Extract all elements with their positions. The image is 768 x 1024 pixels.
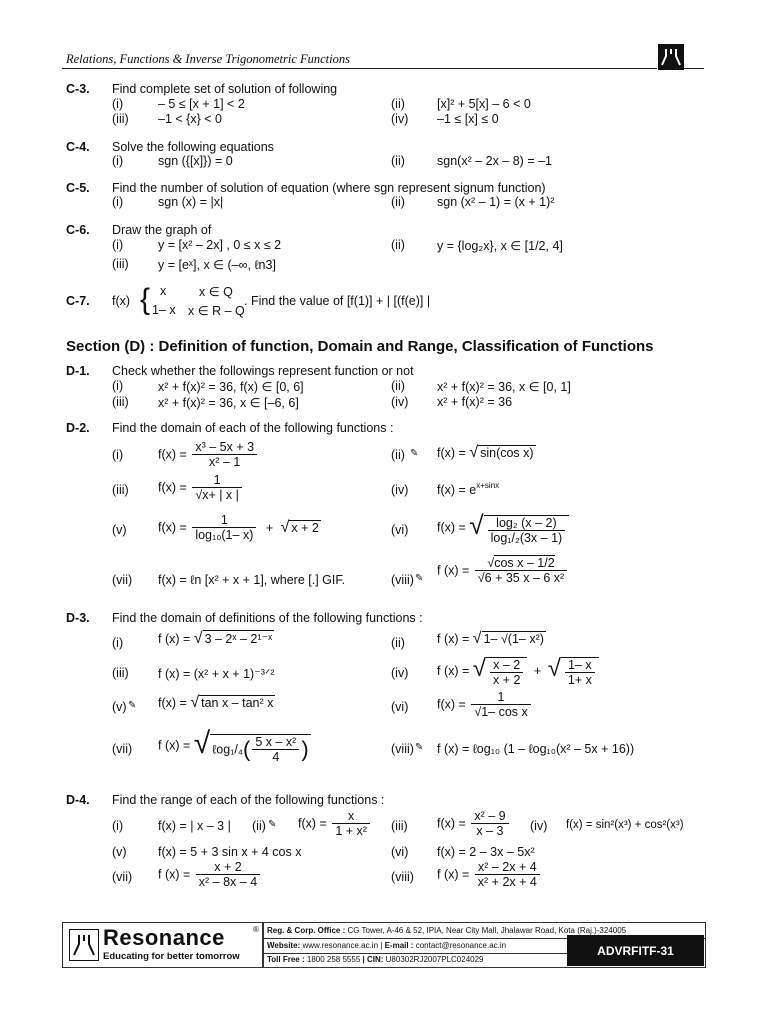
- expression: –1 < {x} < 0: [158, 112, 222, 126]
- website-link[interactable]: www.resonance.ac.in |: [302, 941, 383, 950]
- formula: [437, 556, 569, 585]
- q-label: D-1.: [66, 364, 90, 378]
- fx-prefix: f(x) =: [158, 696, 187, 710]
- brace: {: [140, 283, 151, 316]
- sqrt: [473, 630, 546, 648]
- fx-prefix: f (x) =: [158, 632, 191, 646]
- radical-sign-icon: √: [193, 727, 211, 760]
- radicand: [484, 515, 570, 545]
- part-label: (ii): [391, 195, 405, 209]
- radicand: sin(cos x): [480, 446, 534, 460]
- q-text: Find complete set of solution of following: [112, 82, 338, 96]
- denominator: x² – 8x – 4: [198, 875, 258, 889]
- sqrt: [281, 519, 321, 537]
- numerator: x³ – 5x + 3: [192, 440, 257, 455]
- cin-label: | CIN:: [362, 955, 384, 964]
- fx-prefix: f(x) =: [158, 520, 187, 535]
- q-label: C-7.: [66, 294, 90, 308]
- numerator: x: [332, 809, 370, 824]
- q-label: D-3.: [66, 611, 90, 625]
- part-label: (ii): [391, 636, 405, 650]
- pencil-icon: ✎: [128, 700, 137, 711]
- email-link[interactable]: contact@resonance.ac.in: [415, 941, 507, 950]
- q-label: C-4.: [66, 140, 90, 154]
- q-text: Check whether the followings represent function or not: [112, 364, 414, 378]
- denominator: 4: [272, 750, 280, 765]
- expression: x² + f(x)² = 36, x ∈ [–6, 6]: [158, 396, 299, 410]
- website-label: Website:: [267, 941, 301, 950]
- fx-prefix: f(x) =: [158, 447, 187, 462]
- fx-prefix: f(x) =: [437, 816, 466, 831]
- radicand: 3 – 2ˣ – 2¹⁻ˣ: [204, 632, 273, 646]
- sqrt: [469, 510, 569, 545]
- expression: f(x) = | x – 3 |: [158, 819, 231, 833]
- radical-sign-icon: √: [472, 655, 486, 682]
- expression: f(x) = ℓn [x² + x + 1], where [.] GIF.: [158, 573, 346, 587]
- formula: [437, 483, 499, 497]
- q-label: C-5.: [66, 181, 90, 195]
- brand-tagline: Educating for better tomorrow: [103, 951, 240, 962]
- formula: [437, 809, 511, 838]
- registered-mark: ®: [253, 925, 259, 934]
- formula: [437, 655, 599, 687]
- numerator: √cos x – 1/2: [475, 556, 567, 571]
- expression: f(x) = sin²(x³) + cos²(x³): [566, 819, 684, 831]
- fx-prefix: f (x) =: [158, 867, 191, 882]
- part-label: (vii): [112, 742, 133, 756]
- resonance-emblem-icon: [69, 929, 99, 961]
- pencil-icon: ✎: [268, 819, 277, 830]
- q-text: Find the domain of each of the following functions :: [112, 421, 394, 435]
- numerator: x² – 9: [471, 809, 508, 824]
- radicand: x + 2: [291, 520, 319, 535]
- part-label: (iii): [112, 395, 129, 409]
- radical-sign-icon: √: [547, 655, 561, 682]
- denominator: 1+ x: [567, 673, 592, 688]
- fraction: [192, 440, 257, 469]
- case-2-expr: 1– x: [152, 303, 176, 317]
- fx-prefix: f (x) =: [437, 664, 470, 679]
- expression: f(x) = 5 + 3 sin x + 4 cos x: [158, 845, 302, 859]
- toll-free-label: Toll Free :: [267, 955, 305, 964]
- part-label: (i): [112, 238, 124, 252]
- fx-prefix: f(x) =: [158, 480, 187, 495]
- part-label: (ii): [391, 379, 405, 393]
- fraction: [490, 658, 523, 687]
- formula: [437, 510, 569, 545]
- fraction: [475, 860, 540, 889]
- denominator: √x+ | x |: [195, 488, 239, 502]
- numerator: 5 x – x²: [252, 735, 299, 750]
- expression: x² + f(x)² = 36, f(x) ∈ [0, 6]: [158, 380, 304, 394]
- part-label: (viii): [391, 742, 414, 756]
- q-label: D-4.: [66, 793, 90, 807]
- formula: [437, 630, 546, 648]
- part-label: (vi): [391, 700, 409, 714]
- q-text: Solve the following equations: [112, 140, 274, 154]
- fraction: [488, 516, 566, 545]
- radicand: tan x – tan² x: [201, 696, 274, 710]
- fraction: [565, 658, 595, 687]
- paren-close: ): [301, 736, 309, 762]
- expression: sgn (x² – 1) = (x + 1)²: [437, 195, 555, 209]
- q-text: Find the domain of definitions of the following functions :: [112, 611, 423, 625]
- expression: x² + f(x)² = 36, x ∈ [0, 1]: [437, 380, 571, 394]
- numerator: 1– x: [565, 658, 595, 673]
- denominator: 1 + x²: [335, 824, 367, 838]
- radical-sign-icon: √: [280, 518, 290, 536]
- footer-logo-box: [62, 922, 264, 968]
- radicand: x+ | x |: [202, 488, 239, 502]
- fx-prefix: f (x) =: [437, 867, 470, 882]
- section-title: Section (D) : Definition of function, Domain and Range, Classification of Functions: [66, 338, 654, 355]
- expression: y = {log₂x}, x ∈ [1/2, 4]: [437, 239, 563, 253]
- exponent: x+sinx: [476, 481, 500, 490]
- part-label: (i): [112, 195, 124, 209]
- fx-prefix: f(x) =: [298, 816, 327, 831]
- radicand: [486, 657, 527, 687]
- toll-free-number: 1800 258 5555: [306, 955, 361, 964]
- website-line: [267, 941, 506, 950]
- denominator: √1– cos x: [474, 705, 528, 719]
- fraction: [471, 690, 530, 719]
- reg-office-text: CG Tower, A-46 & 52, IPIA, Near City Mall, Jhalawar Road, Kota (Raj.)-324005: [347, 926, 627, 935]
- part-label: (i): [112, 154, 124, 168]
- sqrt: [194, 727, 311, 764]
- radicand: [210, 734, 310, 764]
- formula: [158, 513, 321, 542]
- formula: [158, 473, 244, 502]
- fraction: [332, 809, 370, 838]
- expression: x² + f(x)² = 36: [437, 395, 513, 409]
- expression: f(x): [112, 294, 131, 308]
- fraction: [252, 735, 299, 764]
- radicand: 1– √(1– x²): [483, 632, 544, 646]
- formula: [158, 694, 275, 712]
- paren-open: (: [243, 736, 251, 762]
- part-label: (v): [112, 845, 127, 859]
- part-label: (iii): [112, 666, 129, 680]
- part-label: (vi): [391, 523, 409, 537]
- denominator: √6 + 35 x – 6 x²: [477, 571, 565, 585]
- expression: y = [eˣ], x ∈ (–∞, ℓn3]: [158, 258, 276, 272]
- part-label: (viii): [391, 573, 414, 587]
- denominator: log₁/₂(3x – 1): [490, 531, 563, 546]
- formula: [437, 690, 533, 719]
- pencil-icon: ✎: [415, 573, 424, 584]
- fx-prefix: f (x) =: [437, 632, 470, 646]
- header-rule: [62, 68, 657, 69]
- part-label: (i): [112, 97, 124, 111]
- fx-prefix: f (x) =: [437, 563, 470, 578]
- part-label: (vi): [391, 845, 409, 859]
- radicand: cos x – 1/2: [494, 556, 555, 570]
- sqrt: [469, 444, 535, 462]
- expression: sgn ({[x]}) = 0: [158, 154, 233, 168]
- page-code-badge: ADVRFITF-31: [567, 935, 704, 966]
- radicand: [561, 657, 599, 687]
- formula: [437, 444, 536, 462]
- formula: [437, 860, 542, 889]
- part-label: (v): [112, 700, 127, 714]
- expression: sgn(x² – 2x – 8) = –1: [437, 154, 552, 168]
- fx-prefix: f(x) =: [437, 697, 466, 712]
- denominator: x + 2: [492, 673, 521, 688]
- radicand: 6 + 35 x – 6 x²: [484, 571, 565, 585]
- denominator: x² – 1: [209, 455, 241, 469]
- part-label: (vii): [112, 573, 133, 587]
- part-label: (i): [112, 379, 124, 393]
- plus: +: [265, 520, 274, 535]
- radical-sign-icon: √: [190, 694, 200, 711]
- q-text: Draw the graph of: [112, 223, 212, 237]
- numerator: 1: [471, 690, 530, 705]
- numerator: 1: [192, 513, 256, 528]
- expression: –1 ≤ [x] ≤ 0: [437, 112, 499, 126]
- plus: +: [533, 664, 542, 679]
- q-label: C-3.: [66, 82, 90, 96]
- reg-office-line: [267, 926, 626, 935]
- part-label: (ii): [391, 448, 405, 462]
- radical-sign-icon: √: [472, 630, 482, 647]
- part-label: (iv): [391, 483, 409, 497]
- expression: . Find the value of [f(1)] + | [(f(e)] |: [244, 294, 431, 308]
- expression: f (x) = ℓog₁₀ (1 – ℓog₁₀(x² – 5x + 16)): [437, 742, 635, 756]
- fx-prefix: f (x) =: [158, 738, 191, 753]
- fx-prefix: f(x) = e: [437, 483, 477, 497]
- radical-sign-icon: √: [193, 630, 203, 647]
- radical-sign-icon: √: [469, 444, 479, 461]
- cin-number: U80302RJ2007PLC024029: [385, 955, 484, 964]
- sqrt: [194, 630, 274, 648]
- part-label: (iii): [391, 819, 408, 833]
- formula: [298, 809, 372, 838]
- brand-name: Resonance: [103, 925, 225, 950]
- denominator: x – 3: [476, 824, 504, 838]
- case-1-expr: x: [160, 284, 167, 298]
- radical-sign-icon: √: [469, 510, 484, 540]
- numerator: x² – 2x + 4: [475, 860, 540, 875]
- pencil-icon: ✎: [415, 742, 424, 753]
- part-label: (v): [112, 523, 127, 537]
- q-label: C-6.: [66, 223, 90, 237]
- part-label: (iii): [112, 257, 129, 271]
- resonance-logo-icon: [658, 44, 684, 70]
- part-label: (iv): [391, 395, 409, 409]
- expression: – 5 ≤ [x + 1] < 2: [158, 97, 245, 111]
- numerator: log₂ (x – 2): [488, 516, 566, 531]
- formula: [158, 630, 274, 648]
- part-label: (iii): [112, 483, 129, 497]
- part-label: (ii): [252, 819, 266, 833]
- radicand: 1– cos x: [481, 705, 528, 719]
- formula: [158, 727, 311, 764]
- part-label: (viii): [391, 870, 414, 884]
- fx-prefix: f(x) =: [437, 446, 466, 460]
- numerator: x – 2: [490, 658, 523, 673]
- expression: [x]² + 5[x] – 6 < 0: [437, 97, 531, 111]
- header-rule-right: [684, 68, 704, 69]
- formula: [158, 440, 259, 469]
- log-base: ℓog₁/₄: [212, 742, 243, 757]
- q-text: Find the number of solution of equation (where sgn represent signum function): [112, 181, 546, 195]
- sqrt: [190, 694, 275, 712]
- formula: [158, 860, 262, 889]
- part-label: (i): [112, 819, 124, 833]
- part-label: (ii): [391, 238, 405, 252]
- part-label: (iv): [530, 819, 548, 833]
- expression: sgn (x) = |x|: [158, 195, 224, 209]
- page-header-title: Relations, Functions & Inverse Trigonometric Functions: [66, 52, 350, 66]
- part-label: (iv): [391, 112, 409, 126]
- fraction: [196, 860, 260, 889]
- denominator: log₁₀(1– x): [195, 528, 254, 542]
- part-label: (ii): [391, 97, 405, 111]
- fraction: [475, 556, 567, 585]
- sqrt: [473, 655, 528, 687]
- case-1-cond: x ∈ Q: [199, 285, 233, 299]
- fraction: [192, 473, 242, 502]
- q-label: D-2.: [66, 421, 90, 435]
- numerator: x + 2: [196, 860, 260, 875]
- reg-office-label: Reg. & Corp. Office :: [267, 926, 346, 935]
- sqrt: [548, 655, 599, 687]
- pencil-icon: ✎: [410, 448, 419, 459]
- case-2-cond: x ∈ R – Q: [188, 304, 245, 318]
- denominator: x² + 2x + 4: [477, 875, 537, 889]
- numerator: 1: [192, 473, 242, 488]
- expression: f (x) = (x² + x + 1)⁻³ᐟ²: [158, 667, 275, 681]
- part-label: (i): [112, 636, 124, 650]
- part-label: (i): [112, 448, 124, 462]
- fraction: [471, 809, 508, 838]
- toll-free-line: [267, 955, 484, 964]
- part-label: (vii): [112, 870, 133, 884]
- part-label: (iv): [391, 666, 409, 680]
- expression: y = [x² – 2x] , 0 ≤ x ≤ 2: [158, 238, 282, 252]
- fraction: [192, 513, 256, 542]
- footer-divider: [263, 953, 568, 954]
- fx-prefix: f(x) =: [437, 520, 466, 535]
- part-label: (iii): [112, 112, 129, 126]
- expression: f(x) = 2 – 3x – 5x²: [437, 845, 535, 859]
- email-label: E-mail :: [384, 941, 414, 950]
- part-label: (ii): [391, 154, 405, 168]
- q-text: Find the range of each of the following functions :: [112, 793, 385, 807]
